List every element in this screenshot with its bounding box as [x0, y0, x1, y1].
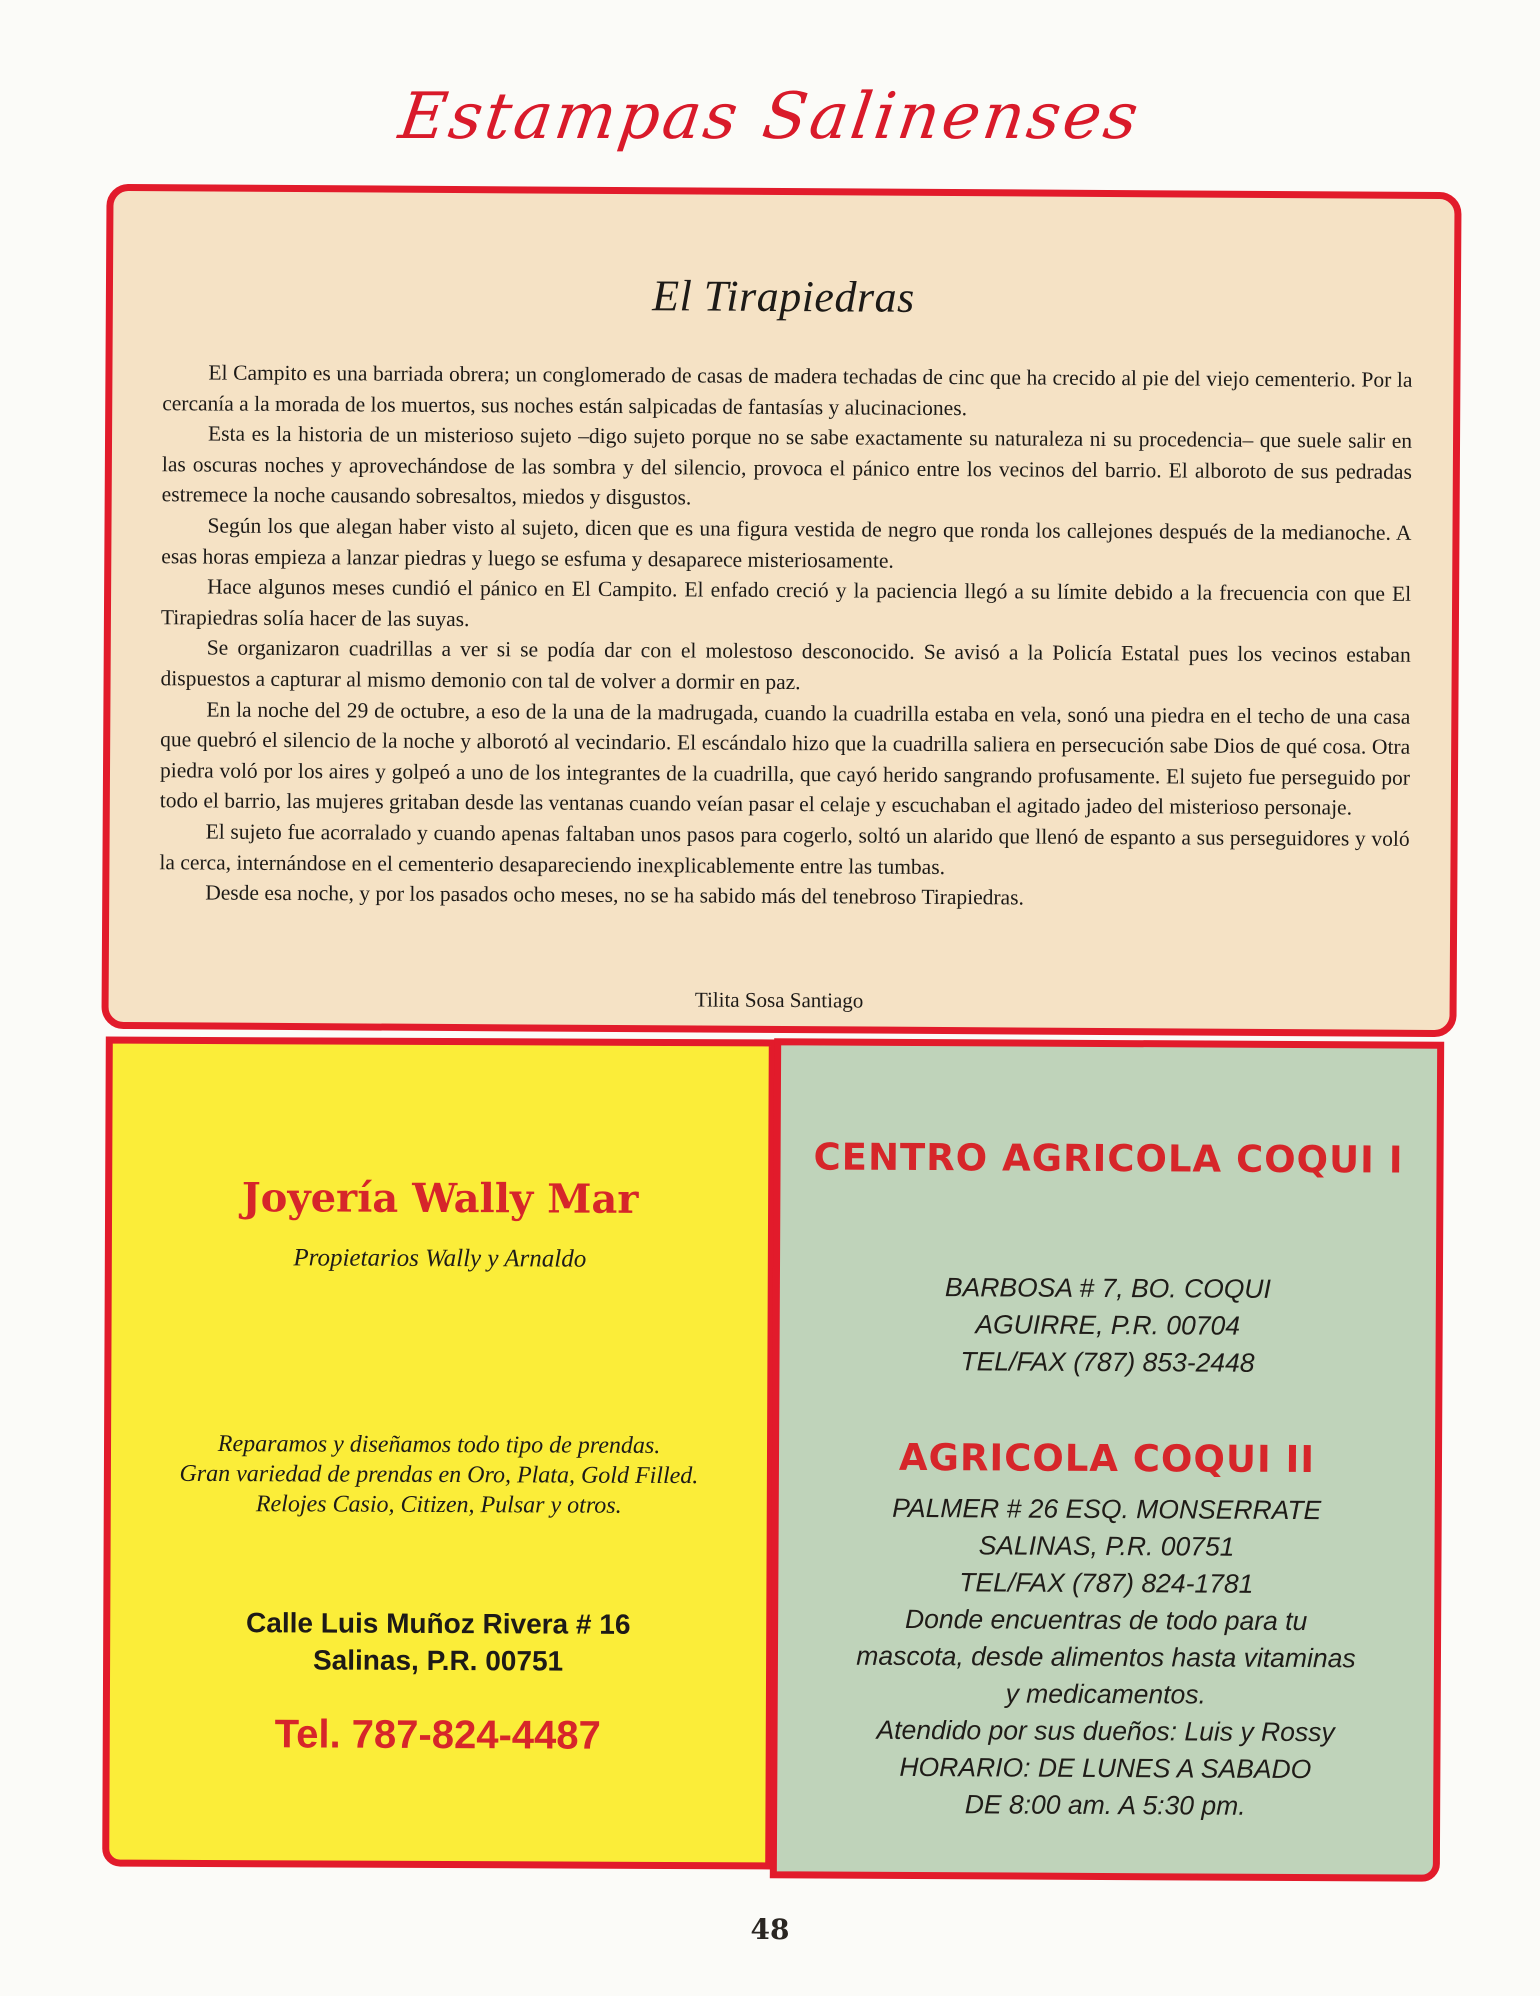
joyeria-owners: Propietarios Wally y Arnaldo: [293, 1244, 587, 1273]
agricola-line: Atendido por sus dueños: Luis y Rossy: [876, 1714, 1335, 1748]
article-paragraph: El Campito es una barriada obrera; un conglomerado de casas de madera techadas de cinc que ha crecido al pie del viejo cementerio. Por la cercanía a la morada de los muertos, sus noches están salpicadas de fantasías y alucinaciones.: [162, 360, 1413, 420]
joyeria-phone: Tel. 787-824-4487: [274, 1712, 601, 1758]
joyeria-name: Joyería Wally Mar: [241, 1174, 639, 1223]
joyeria-address: [110, 1604, 766, 1681]
agricola-title-1: CENTRO AGRICOLA COQUI I: [813, 1135, 1404, 1182]
joyeria-address-line: Calle Luis Muñoz Rivera # 16: [246, 1607, 631, 1640]
page-number: 48: [750, 1913, 790, 1946]
agricola-ad: [770, 1038, 1444, 1881]
article-author: Tilita Sosa Santiago: [694, 987, 864, 1013]
agricola-line: TEL/FAX (787) 824-1781: [959, 1567, 1254, 1599]
article-paragraph: El sujeto fue acorralado y cuando apenas faltaban unos pasos para cogerlo, soltó un alarido que llenó de espanto a sus perseguidores y voló la cerca, internándose en el cementerio desapareciendo inexplicablemente entre las tumbas.: [159, 819, 1410, 879]
agricola-block-1: [779, 1268, 1436, 1382]
article-paragraph: Se organizaron cuadrillas a ver si se podía dar con el molestoso desconocido. Se avisó a la Policía Estatal pues los vecinos estaban dispuestos a capturar al mismo demonio con tal de volver a dormir en paz.: [160, 635, 1411, 695]
agricola-line: PALMER # 26 ESQ. MONSERRATE: [892, 1492, 1322, 1526]
agricola-line: y medicamentos.: [1005, 1678, 1207, 1710]
article-paragraph: Según los que alegan haber visto al sujeto, dicen que es una figura vestida de negro que ronda los callejones después de la medianoche. A esas horas empieza a lanzar piedras y luego se esfuma y desaparece misteriosamente.: [161, 513, 1412, 573]
agricola-block-2: [777, 1489, 1435, 1825]
agricola-line: mascota, desde alimentos hasta vitaminas: [856, 1640, 1356, 1674]
article-paragraph: Hace algunos meses cundió el pánico en El Campito. El enfado creció y la paciencia llegó a su límite debido a la frecuencia con que El Tirapiedras solía hacer de las suyas.: [160, 574, 1412, 631]
joyeria-description-line: Gran variedad de prendas en Oro, Plata, Gold Filled.: [179, 1460, 699, 1490]
section-title: Estampas Salinenses: [394, 80, 1146, 154]
article-paragraph: Desde esa noche, y por los pasados ocho meses, no se ha sabido más del tenebroso Tirapiedras.: [205, 880, 1024, 910]
article-title: El Tirapiedras: [652, 271, 915, 322]
article-paragraph: Esta es la historia de un misterioso sujeto –digo sujeto porque no se sabe exactamente su naturaleza ni su procedencia– que suele salir en las oscuras noches y aprovechándose de las sombra y del silencio, provoca el pánico entre los vecinos del barrio. El alboroto de sus pedradas estremece la noche causando sobresaltos, miedos y disgustos.: [161, 421, 1413, 510]
article-body: [159, 357, 1412, 915]
agricola-line: Donde encuentras de todo para tu: [904, 1603, 1308, 1637]
agricola-line: HORARIO: DE LUNES A SABADO: [899, 1751, 1312, 1785]
agricola-line: AGUIRRE, P.R. 00704: [975, 1309, 1241, 1341]
article-paragraph: En la noche del 29 de octubre, a eso de la una de la madrugada, cuando la cuadrilla estaba en vela, sonó una piedra en el techo de una casa que quebró el silencio de la noche y alborotó al vecindario. El escándalo hizo que la cuadrilla saliera en persecución sabe Dios de qué cosa. Otra piedra voló por los aires y golpeó a uno de los integrantes de la cuadrilla, que cayó herido sangrando profusamente. El sujeto fue perseguido por todo el barrio, las mujeres gritaban desde las ventanas cuando veían pasar el celaje y escuchaban el agitado jadeo del misterioso personaje.: [159, 697, 1411, 820]
joyeria-description-line: Reparamos y diseñamos todo tipo de prendas.: [217, 1431, 661, 1459]
agricola-title-2: AGRICOLA COQUI II: [898, 1435, 1316, 1482]
joyeria-address-line: Salinas, P.R. 00751: [312, 1644, 564, 1677]
article-box: [101, 184, 1461, 1037]
joyeria-description: [111, 1429, 767, 1522]
agricola-line: TEL/FAX (787) 853-2448: [960, 1346, 1255, 1378]
joyeria-ad: [102, 1037, 776, 1870]
agricola-line: DE 8:00 am. A 5:30 pm.: [964, 1789, 1246, 1821]
agricola-line: BARBOSA # 7, BO. COQUI: [944, 1272, 1271, 1304]
agricola-line: SALINAS, P.R. 00751: [978, 1530, 1235, 1562]
joyeria-description-line: Relojes Casio, Citizen, Pulsar y otros.: [255, 1491, 622, 1519]
